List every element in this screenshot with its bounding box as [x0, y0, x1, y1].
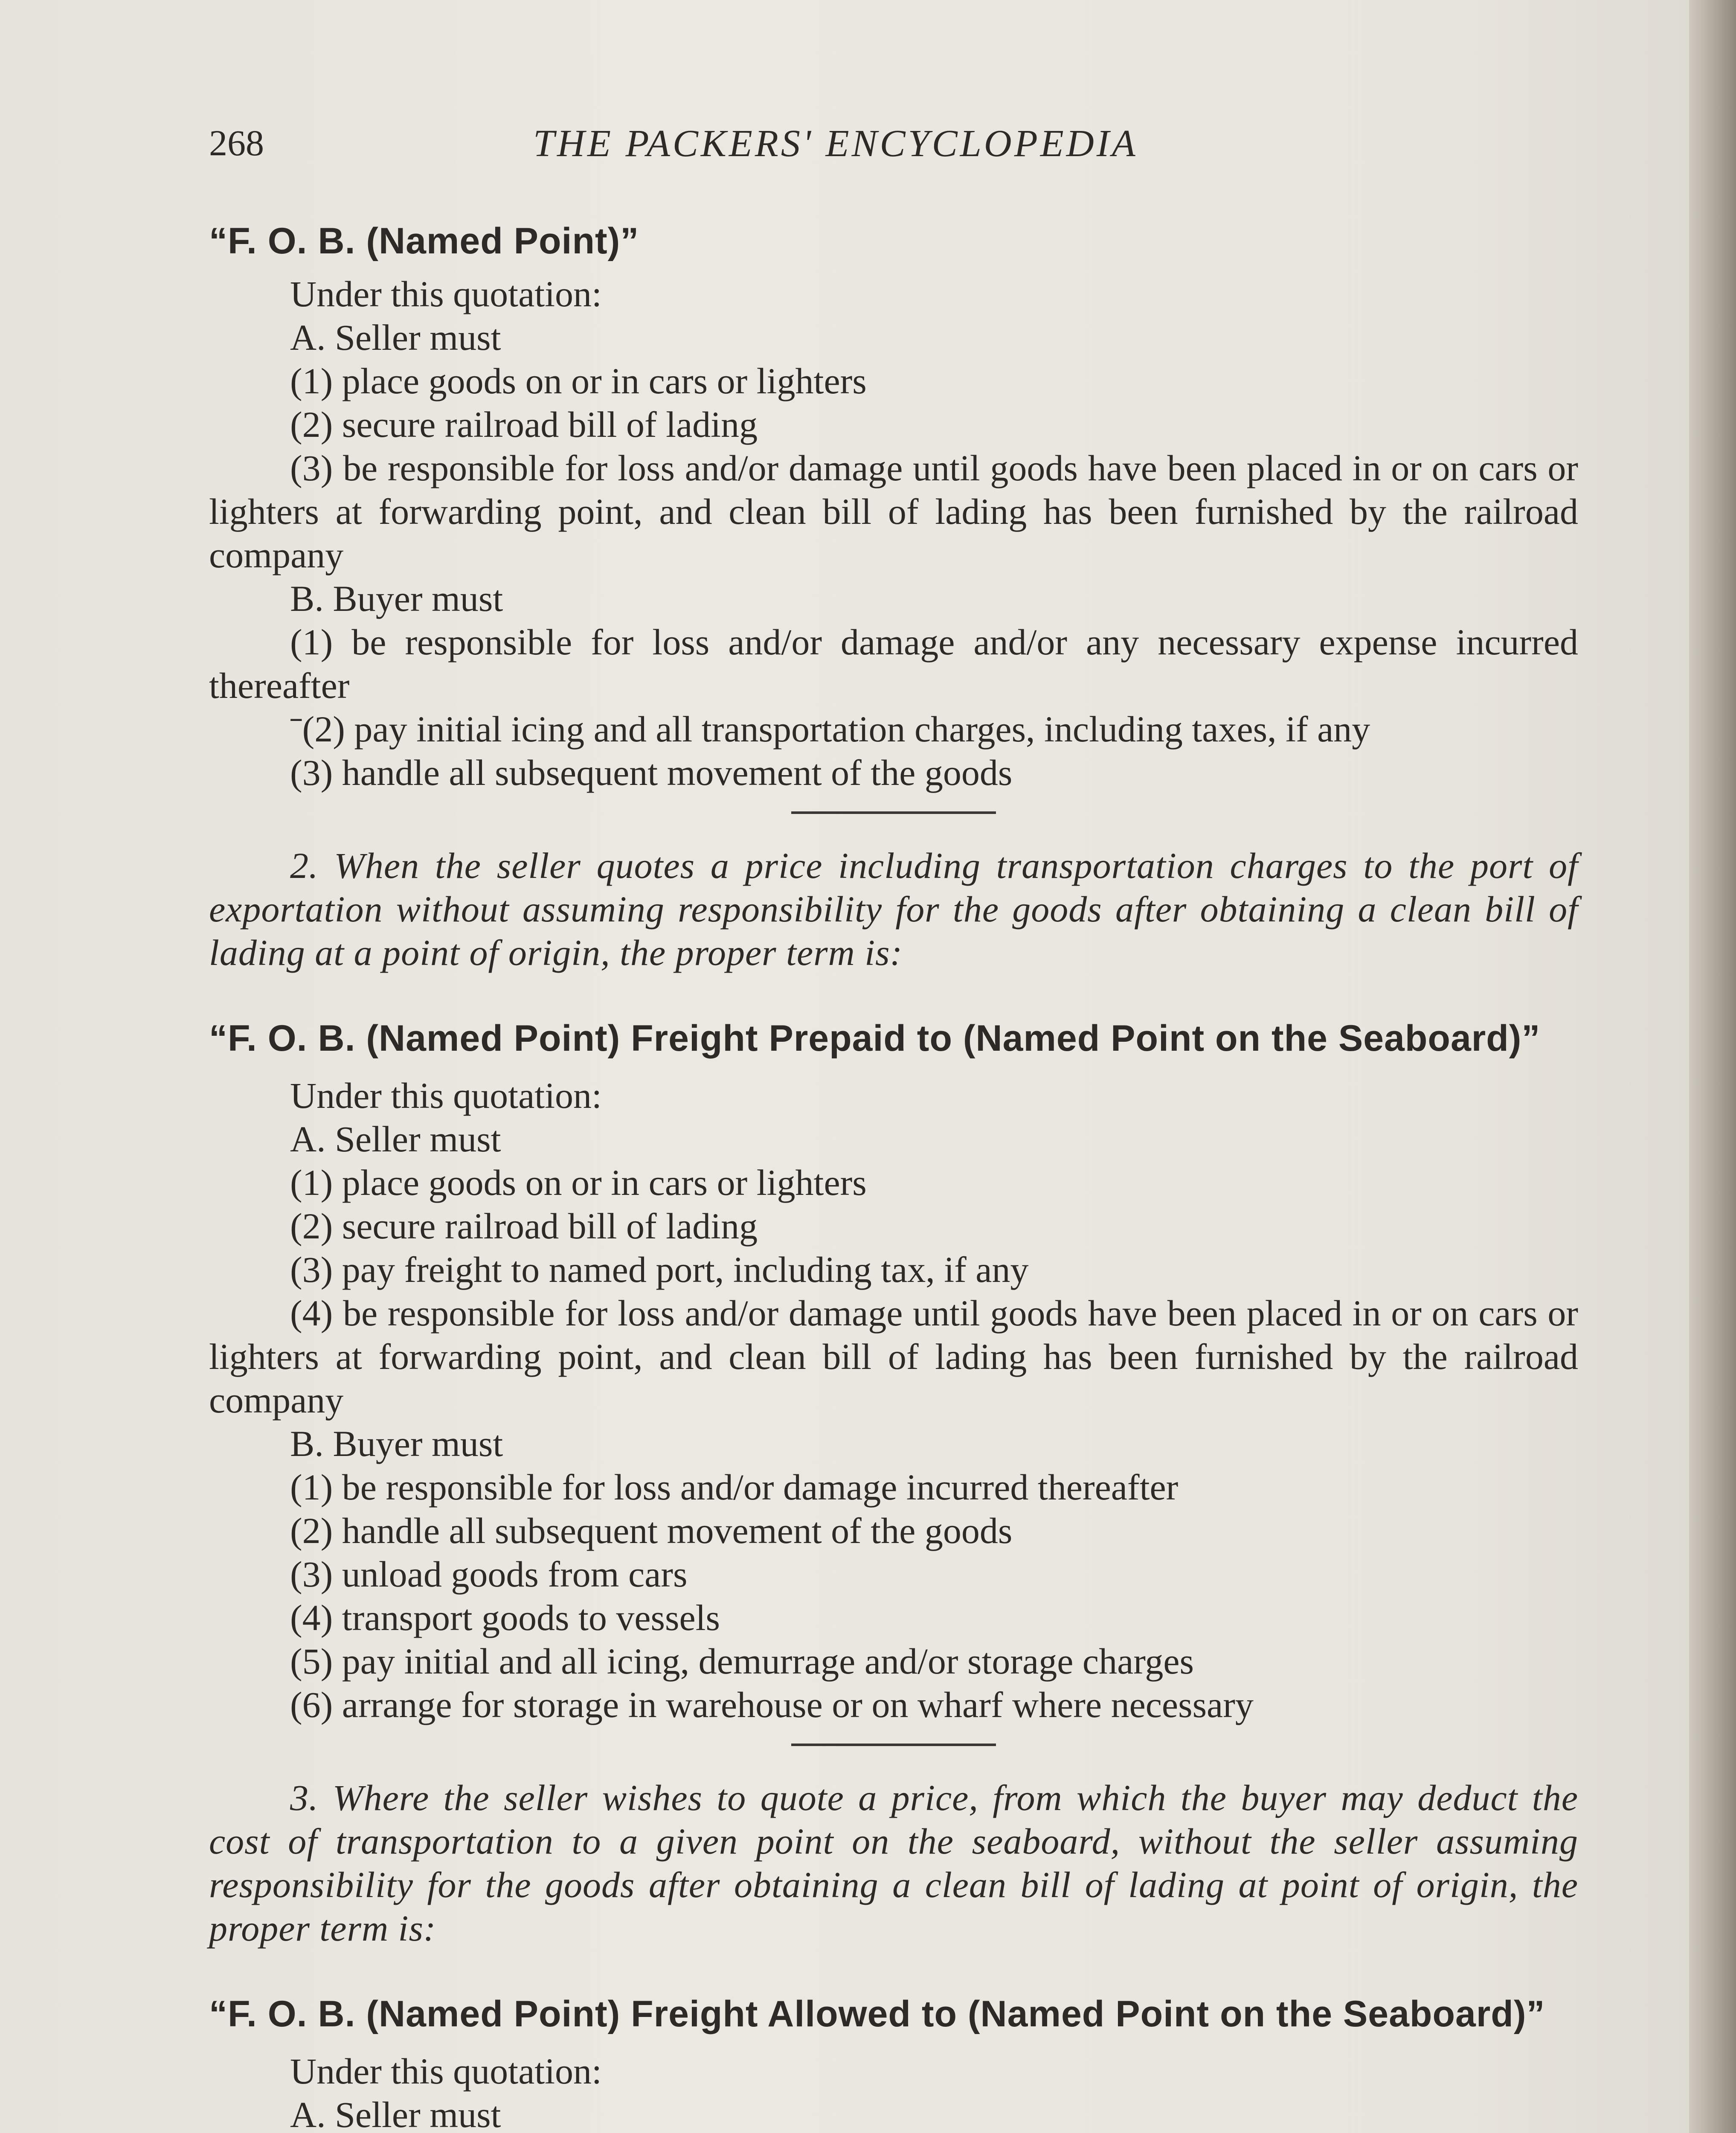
seller-label: A. Seller must [290, 2094, 501, 2133]
list-item: (3) be responsible for loss and/or damage until goods have been placed in or on cars or lighters at forwarding point, and clean bill of lading has been furnished by the railroad company [209, 448, 1578, 575]
book-title: THE PACKERS' ENCYCLOPEDIA [533, 122, 1138, 165]
buyer-label: B. Buyer must [290, 578, 503, 619]
section-note: 3. Where the seller wishes to quote a price, from which the buyer may deduct the cost of transportation to a given point on the seaboard, without the seller assuming responsibility for the goods after obtaining a clean bill of lading at point of origin, the proper term is: [209, 1777, 1578, 1949]
list-item: (1) be responsible for loss and/or damage and/or any necessary expense incurred thereafter [209, 622, 1578, 706]
section-heading: “F. O. B. (Named Point)” [209, 221, 639, 262]
list-item: (6) arrange for storage in warehouse or on wharf where necessary [290, 1684, 1254, 1725]
list-item: (5) pay initial and all icing, demurrage and/or storage charges [290, 1641, 1194, 1682]
list-item: (4) transport goods to vessels [290, 1597, 720, 1638]
section-intro: Under this quotation: [290, 273, 602, 314]
page-number: 268 [209, 122, 264, 163]
section-divider [791, 1744, 996, 1746]
list-item: ˉ(2) pay initial icing and all transportation charges, including taxes, if any [290, 709, 1370, 750]
seller-label: A. Seller must [290, 317, 501, 358]
list-item: (1) place goods on or in cars or lighters [290, 1162, 867, 1203]
list-item: (2) handle all subsequent movement of the goods [290, 1510, 1013, 1551]
list-item: (1) place goods on or in cars or lighters [290, 360, 867, 401]
list-item: (2) secure railroad bill of lading [290, 1206, 758, 1247]
list-item: (3) handle all subsequent movement of the goods [290, 752, 1013, 793]
list-item: (4) be responsible for loss and/or damage until goods have been placed in or on cars or lighters at forwarding point, and clean bill of lading has been furnished by the railroad company [209, 1293, 1578, 1421]
seller-label: A. Seller must [290, 1119, 501, 1159]
buyer-label: B. Buyer must [290, 1423, 503, 1464]
section-divider [791, 811, 996, 814]
list-item: (2) secure railroad bill of lading [290, 404, 758, 445]
page-binding-edge [1689, 0, 1736, 2133]
list-item: (3) pay freight to named port, including tax, if any [290, 1249, 1029, 1290]
list-item: (3) unload goods from cars [290, 1554, 688, 1595]
section-heading: “F. O. B. (Named Point) Freight Allowed to (Named Point on the Seaboard)” [209, 1994, 1545, 2034]
running-head [209, 122, 1288, 173]
section-note: 2. When the seller quotes a price including transportation charges to the port of exportation without assuming responsibility for the goods after obtaining a clean bill of lading at a point of origin, the proper term is: [209, 845, 1578, 973]
section-heading: “F. O. B. (Named Point) Freight Prepaid to (Named Point on the Seaboard)” [209, 1018, 1541, 1059]
list-item: (1) be responsible for loss and/or damage incurred thereafter [290, 1467, 1179, 1508]
section-intro: Under this quotation: [290, 1075, 602, 1116]
section-intro: Under this quotation: [290, 2051, 602, 2092]
page-content [209, 222, 1578, 2133]
